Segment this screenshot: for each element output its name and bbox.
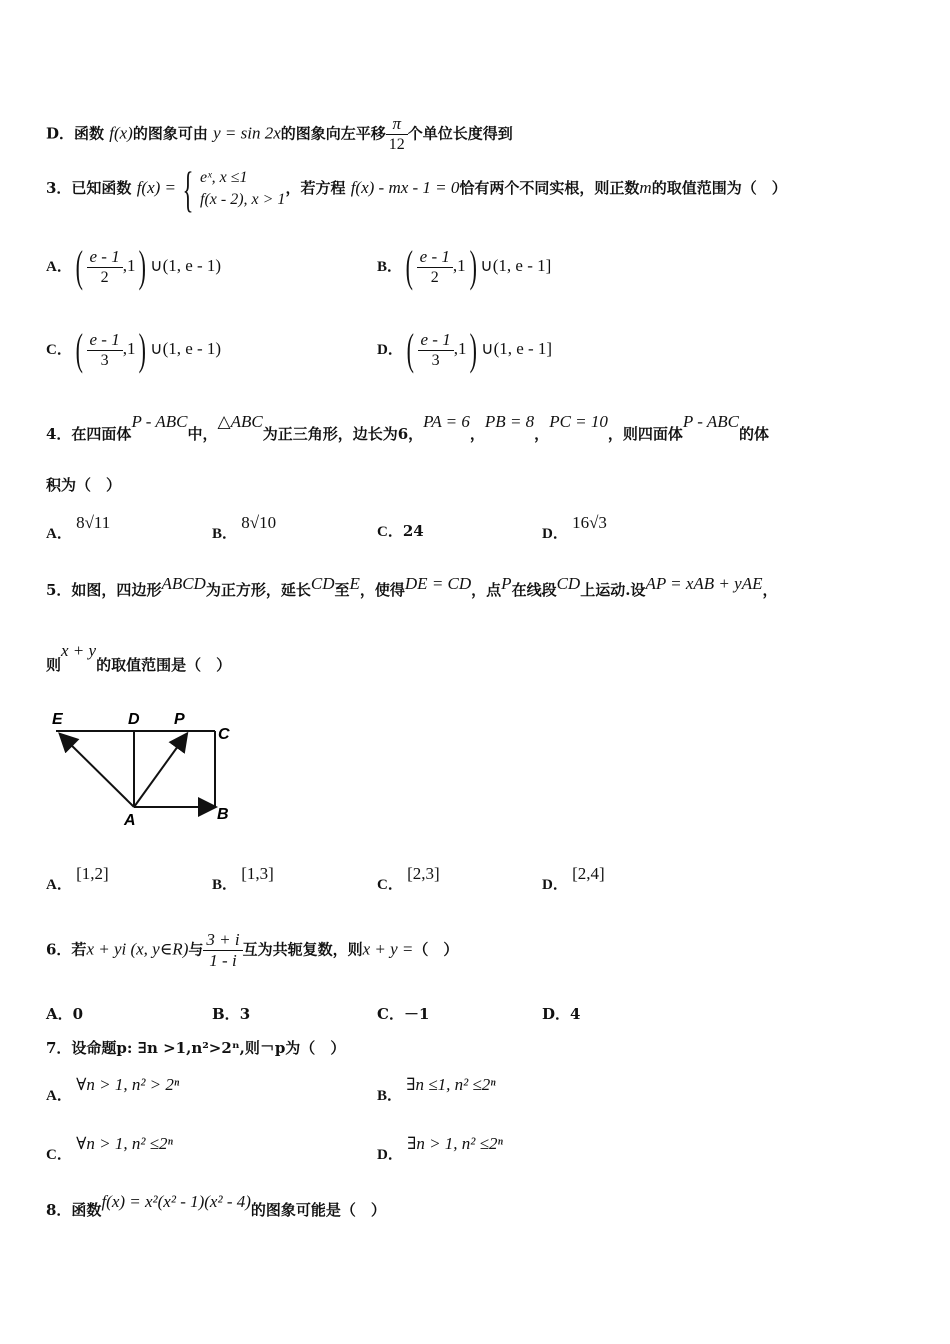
q3-option-b[interactable]: B．( $\frac{e - 1}{2}$ ,1) ∪(1, e - 1] — [377, 242, 552, 291]
q7-option-d[interactable]: D． ∃n > 1, n² ≤2ⁿ — [377, 1134, 503, 1163]
q6-option-c[interactable]: C．－1 — [377, 1005, 430, 1023]
q4-option-d[interactable]: D． 16√3 — [542, 513, 607, 542]
q4-stem: 4．在四面体P - ABC中，△ABC为正三角形，边长为6，PA = 6，PB = 8，PC = 10，则四面体P - ABC的体 — [46, 412, 769, 443]
q6-option-a[interactable]: A．0 — [46, 1005, 84, 1023]
q5-option-b[interactable]: B． [1,3] — [212, 864, 274, 893]
q7-option-b[interactable]: B． ∃n ≤1, n² ≤2ⁿ — [377, 1075, 496, 1104]
q7-option-c[interactable]: C． ∀n > 1, n² ≤2ⁿ — [46, 1134, 173, 1163]
label-d: D — [128, 711, 140, 728]
q8-stem: 8．函数f(x) = x²(x² - 1)(x² - 4)的图象可能是（ ） — [46, 1192, 386, 1219]
q5-option-c[interactable]: C． [2,3] — [377, 864, 440, 893]
q5-option-a[interactable]: A． [1,2] — [46, 864, 109, 893]
piecewise-cases: eˣ, x ≤1 f(x - 2), x > 1 — [200, 169, 286, 208]
q2-option-d: D．函数 f(x)的图象可由 y = sin 2x的图象向左平移 $\frac{\pi}{12}$ 个单位长度得到 — [46, 114, 513, 153]
q4-option-c[interactable]: C．24 — [377, 522, 424, 540]
q7-option-a[interactable]: A． ∀n > 1, n² > 2ⁿ — [46, 1075, 180, 1104]
label-p: P — [174, 711, 185, 728]
square-figure — [40, 705, 240, 830]
q4-option-a[interactable]: A． 8√11 — [46, 513, 111, 542]
q3-stem: 3．已知函数 f(x) = { eˣ, x ≤1 f(x - 2), x > 1 ，若方程 f(x) - mx - 1 = 0恰有两个不同实根，则正数m的取值范围为（ ） — [46, 161, 787, 217]
q3-option-c[interactable]: C．( $\frac{e - 1}{3}$ ,1) ∪(1, e - 1) — [46, 325, 222, 374]
q5-stem: 5．如图，四边形ABCD为正方形，延长CD至E，使得DE = CD，点P在线段CD上运动.设AP = xAB + yAE， — [46, 574, 778, 599]
q4-option-b[interactable]: B． 8√10 — [212, 513, 277, 542]
fraction-3i-over-1i: $\frac{3 + i}{1 - i}$ — [203, 930, 242, 971]
q3-option-a[interactable]: A．( $\frac{e - 1}{2}$ ,1) ∪(1, e - 1) — [46, 242, 222, 291]
q6-option-b[interactable]: B．3 — [212, 1005, 251, 1023]
q6-option-d[interactable]: D．4 — [542, 1005, 581, 1023]
label-c: C — [218, 726, 230, 743]
vector-ap — [134, 735, 186, 807]
q5-stem-line2: 则x + y的取值范围是（ ） — [46, 641, 232, 674]
q4-stem-line2: 积为（ ） — [46, 476, 122, 494]
label-a: A — [124, 812, 136, 829]
vector-ae — [61, 735, 134, 807]
q6-stem: 6．若x + yi (x, y∈R)与 $\frac{3 + i}{1 - i}$ 互为共轭复数，则x + y =（ ） — [46, 930, 459, 970]
q3-option-d[interactable]: D．( $\frac{e - 1}{3}$ ,1) ∪(1, e - 1] — [377, 325, 553, 374]
label-e: E — [52, 711, 63, 728]
q7-stem: 7．设命题p: ∃n >1,n²>2ⁿ,则￢p为（ ） — [46, 1039, 346, 1057]
pi-over-12: $\frac{\pi}{12}$ — [386, 114, 408, 155]
label-b: B — [217, 806, 229, 823]
q5-option-d[interactable]: D． [2,4] — [542, 864, 605, 893]
